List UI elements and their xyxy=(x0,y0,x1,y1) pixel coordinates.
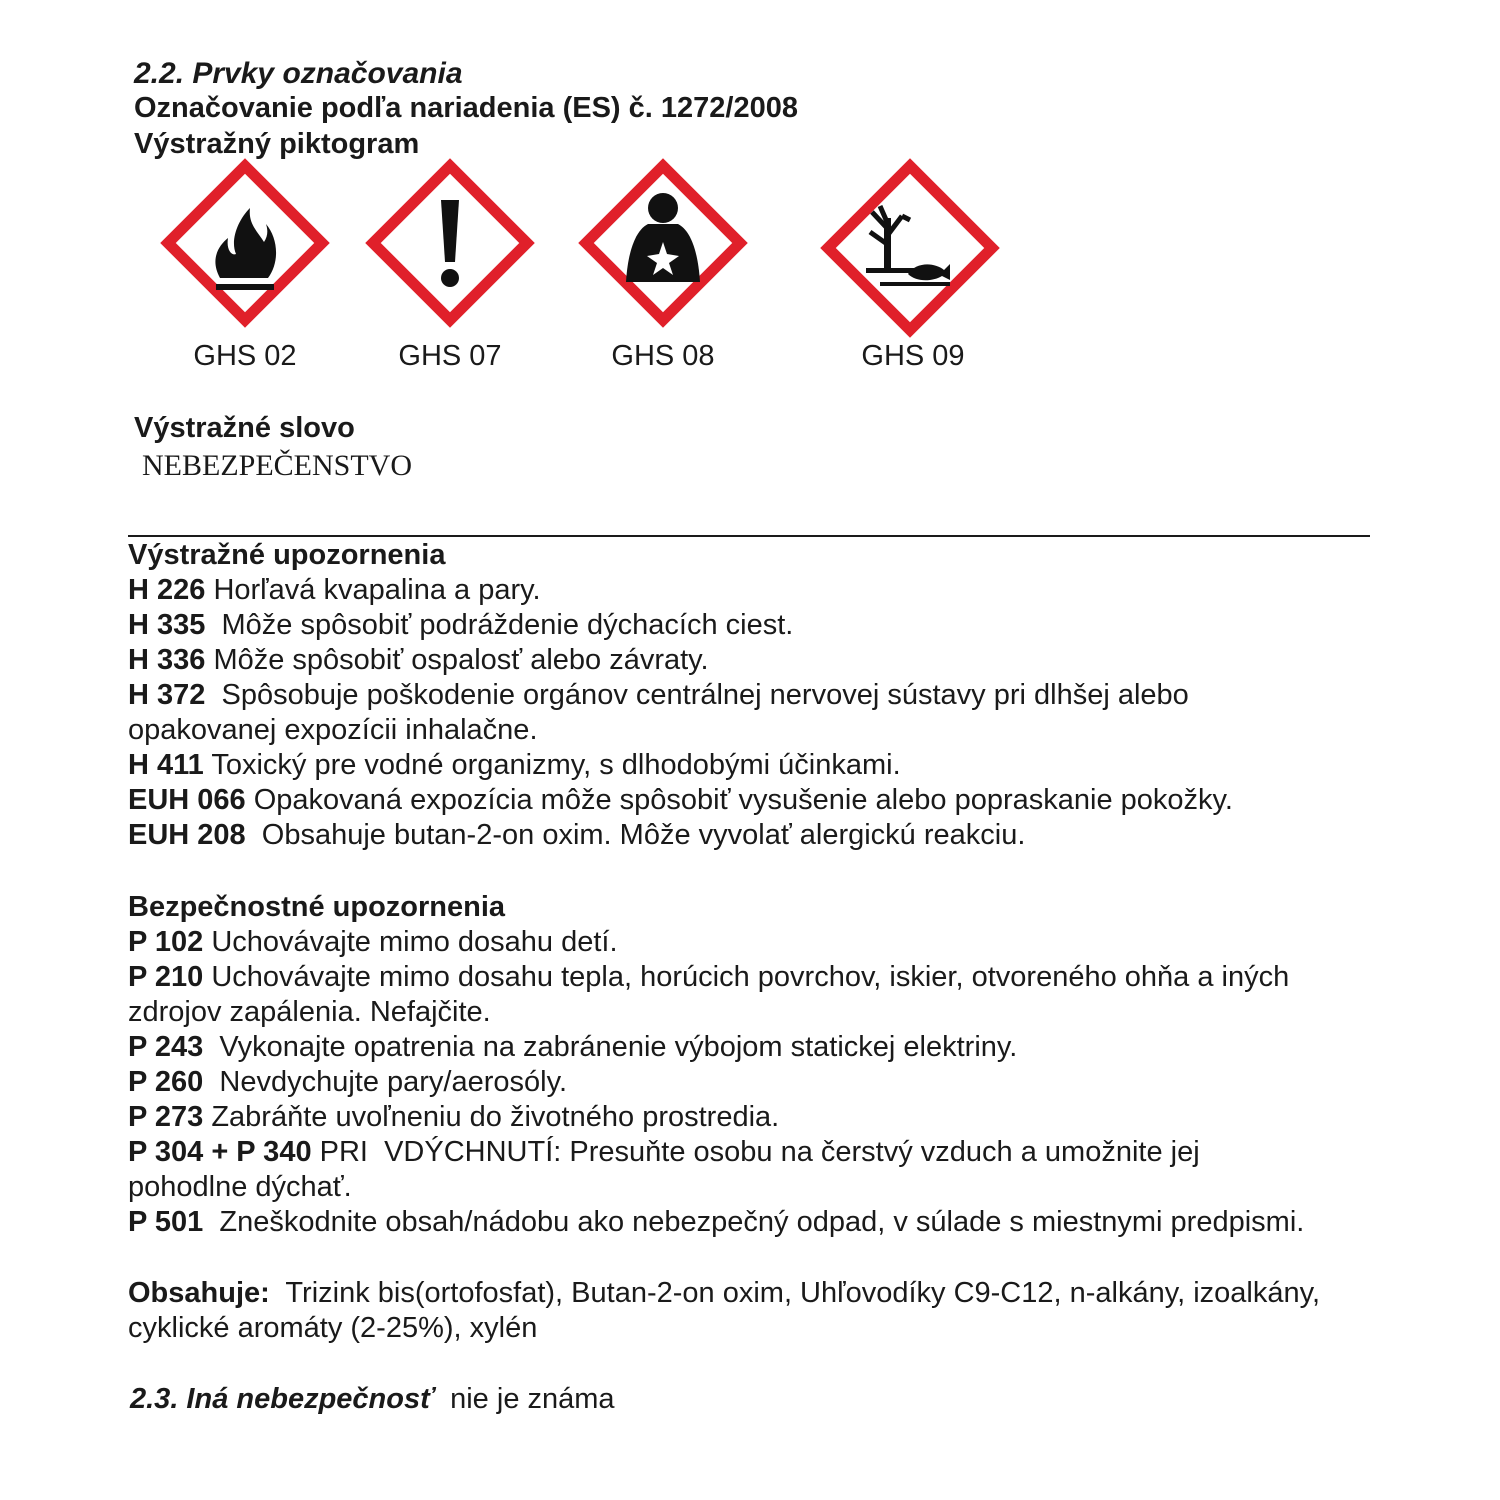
pictogram-row xyxy=(160,158,1060,388)
hazard-statement: H 411 Toxický pre vodné organizmy, s dlhodobými účinkami. xyxy=(128,749,901,781)
hazard-statements-section xyxy=(128,538,1388,853)
pictogram-ghs08 xyxy=(578,158,768,388)
precautionary-statement: P 210 Uchovávajte mimo dosahu tepla, horúcich povrchov, iskier, otvoreného ohňa a iných zdrojov zapálenia. Nefajčite. xyxy=(128,961,1298,1028)
other-hazards-text: nie je známa xyxy=(434,1383,615,1415)
hazard-statement: H 336 Môže spôsobiť ospalosť alebo závraty. xyxy=(128,644,709,676)
hazard-heading: Výstražné upozornenia xyxy=(128,539,446,571)
contains-text: Trizink bis(ortofosfat), Butan-2-on oxim, Uhľovodíky C9-C12, n-alkány, izoalkány, cyklické aromáty (2-25%), xylén xyxy=(128,1277,1329,1344)
section-title: 2.2. Prvky označovania xyxy=(134,57,463,90)
environment-icon xyxy=(820,158,1000,338)
regulation-line: Označovanie podľa nariadenia (ES) č. 1272/2008 xyxy=(134,92,798,124)
divider xyxy=(128,535,1370,537)
other-hazards-label: 2.3. Iná nebezpečnosť xyxy=(130,1383,434,1415)
pictogram-ghs09 xyxy=(820,158,1010,388)
precautionary-statement: P 273 Zabráňte uvoľneniu do životného prostredia. xyxy=(128,1101,780,1133)
hazard-statement: H 226 Horľavá kvapalina a pary. xyxy=(128,574,541,606)
exclamation-mark-icon xyxy=(365,158,535,328)
contains-label: Obsahuje: xyxy=(128,1277,270,1309)
pictogram-label: GHS 02 xyxy=(193,340,297,372)
precautionary-statement: P 260 Nevdychujte pary/aerosóly. xyxy=(128,1066,568,1098)
pictogram-label: GHS 07 xyxy=(398,340,502,372)
other-hazards-section xyxy=(130,1381,615,1417)
pictogram-ghs02 xyxy=(160,158,350,388)
hazard-statement: H 335 Môže spôsobiť podráždenie dýchacích ciest. xyxy=(128,609,794,641)
signal-word: NEBEZPEČENSTVO xyxy=(142,449,412,482)
precautionary-statement: P 304 + P 340 PRI VDÝCHNUTÍ: Presuňte osobu na čerstvý vzduch a umožnite jej pohodlne dýchať. xyxy=(128,1136,1208,1203)
hazard-statement: H 372 Spôsobuje poškodenie orgánov centrálnej nervovej sústavy pri dlhšej alebo opakovanej expozícii inhalačne. xyxy=(128,679,1197,746)
precautionary-statements-section xyxy=(128,890,1388,1240)
pictogram-label: GHS 09 xyxy=(861,340,965,372)
pictogram-label: GHS 08 xyxy=(611,340,715,372)
precautionary-statement: P 501 Zneškodnite obsah/nádobu ako nebezpečný odpad, v súlade s miestnymi predpismi. xyxy=(128,1206,1305,1238)
pictogram-heading: Výstražný piktogram xyxy=(134,128,420,160)
flame-icon xyxy=(160,158,330,328)
health-hazard-icon xyxy=(578,158,748,328)
signal-word-heading: Výstražné slovo xyxy=(134,412,355,444)
pictogram-ghs07 xyxy=(365,158,555,388)
precaution-heading: Bezpečnostné upozornenia xyxy=(128,891,506,923)
precautionary-statement: P 243 Vykonajte opatrenia na zabránenie výbojom statickej elektriny. xyxy=(128,1031,1018,1063)
precautionary-statement: P 102 Uchovávajte mimo dosahu detí. xyxy=(128,926,618,958)
hazard-statement: EUH 066 Opakovaná expozícia môže spôsobiť vysušenie alebo popraskanie pokožky. xyxy=(128,784,1233,816)
contains-section xyxy=(128,1276,1368,1346)
hazard-statement: EUH 208 Obsahuje butan-2-on oxim. Môže vyvolať alergickú reakciu. xyxy=(128,819,1026,851)
